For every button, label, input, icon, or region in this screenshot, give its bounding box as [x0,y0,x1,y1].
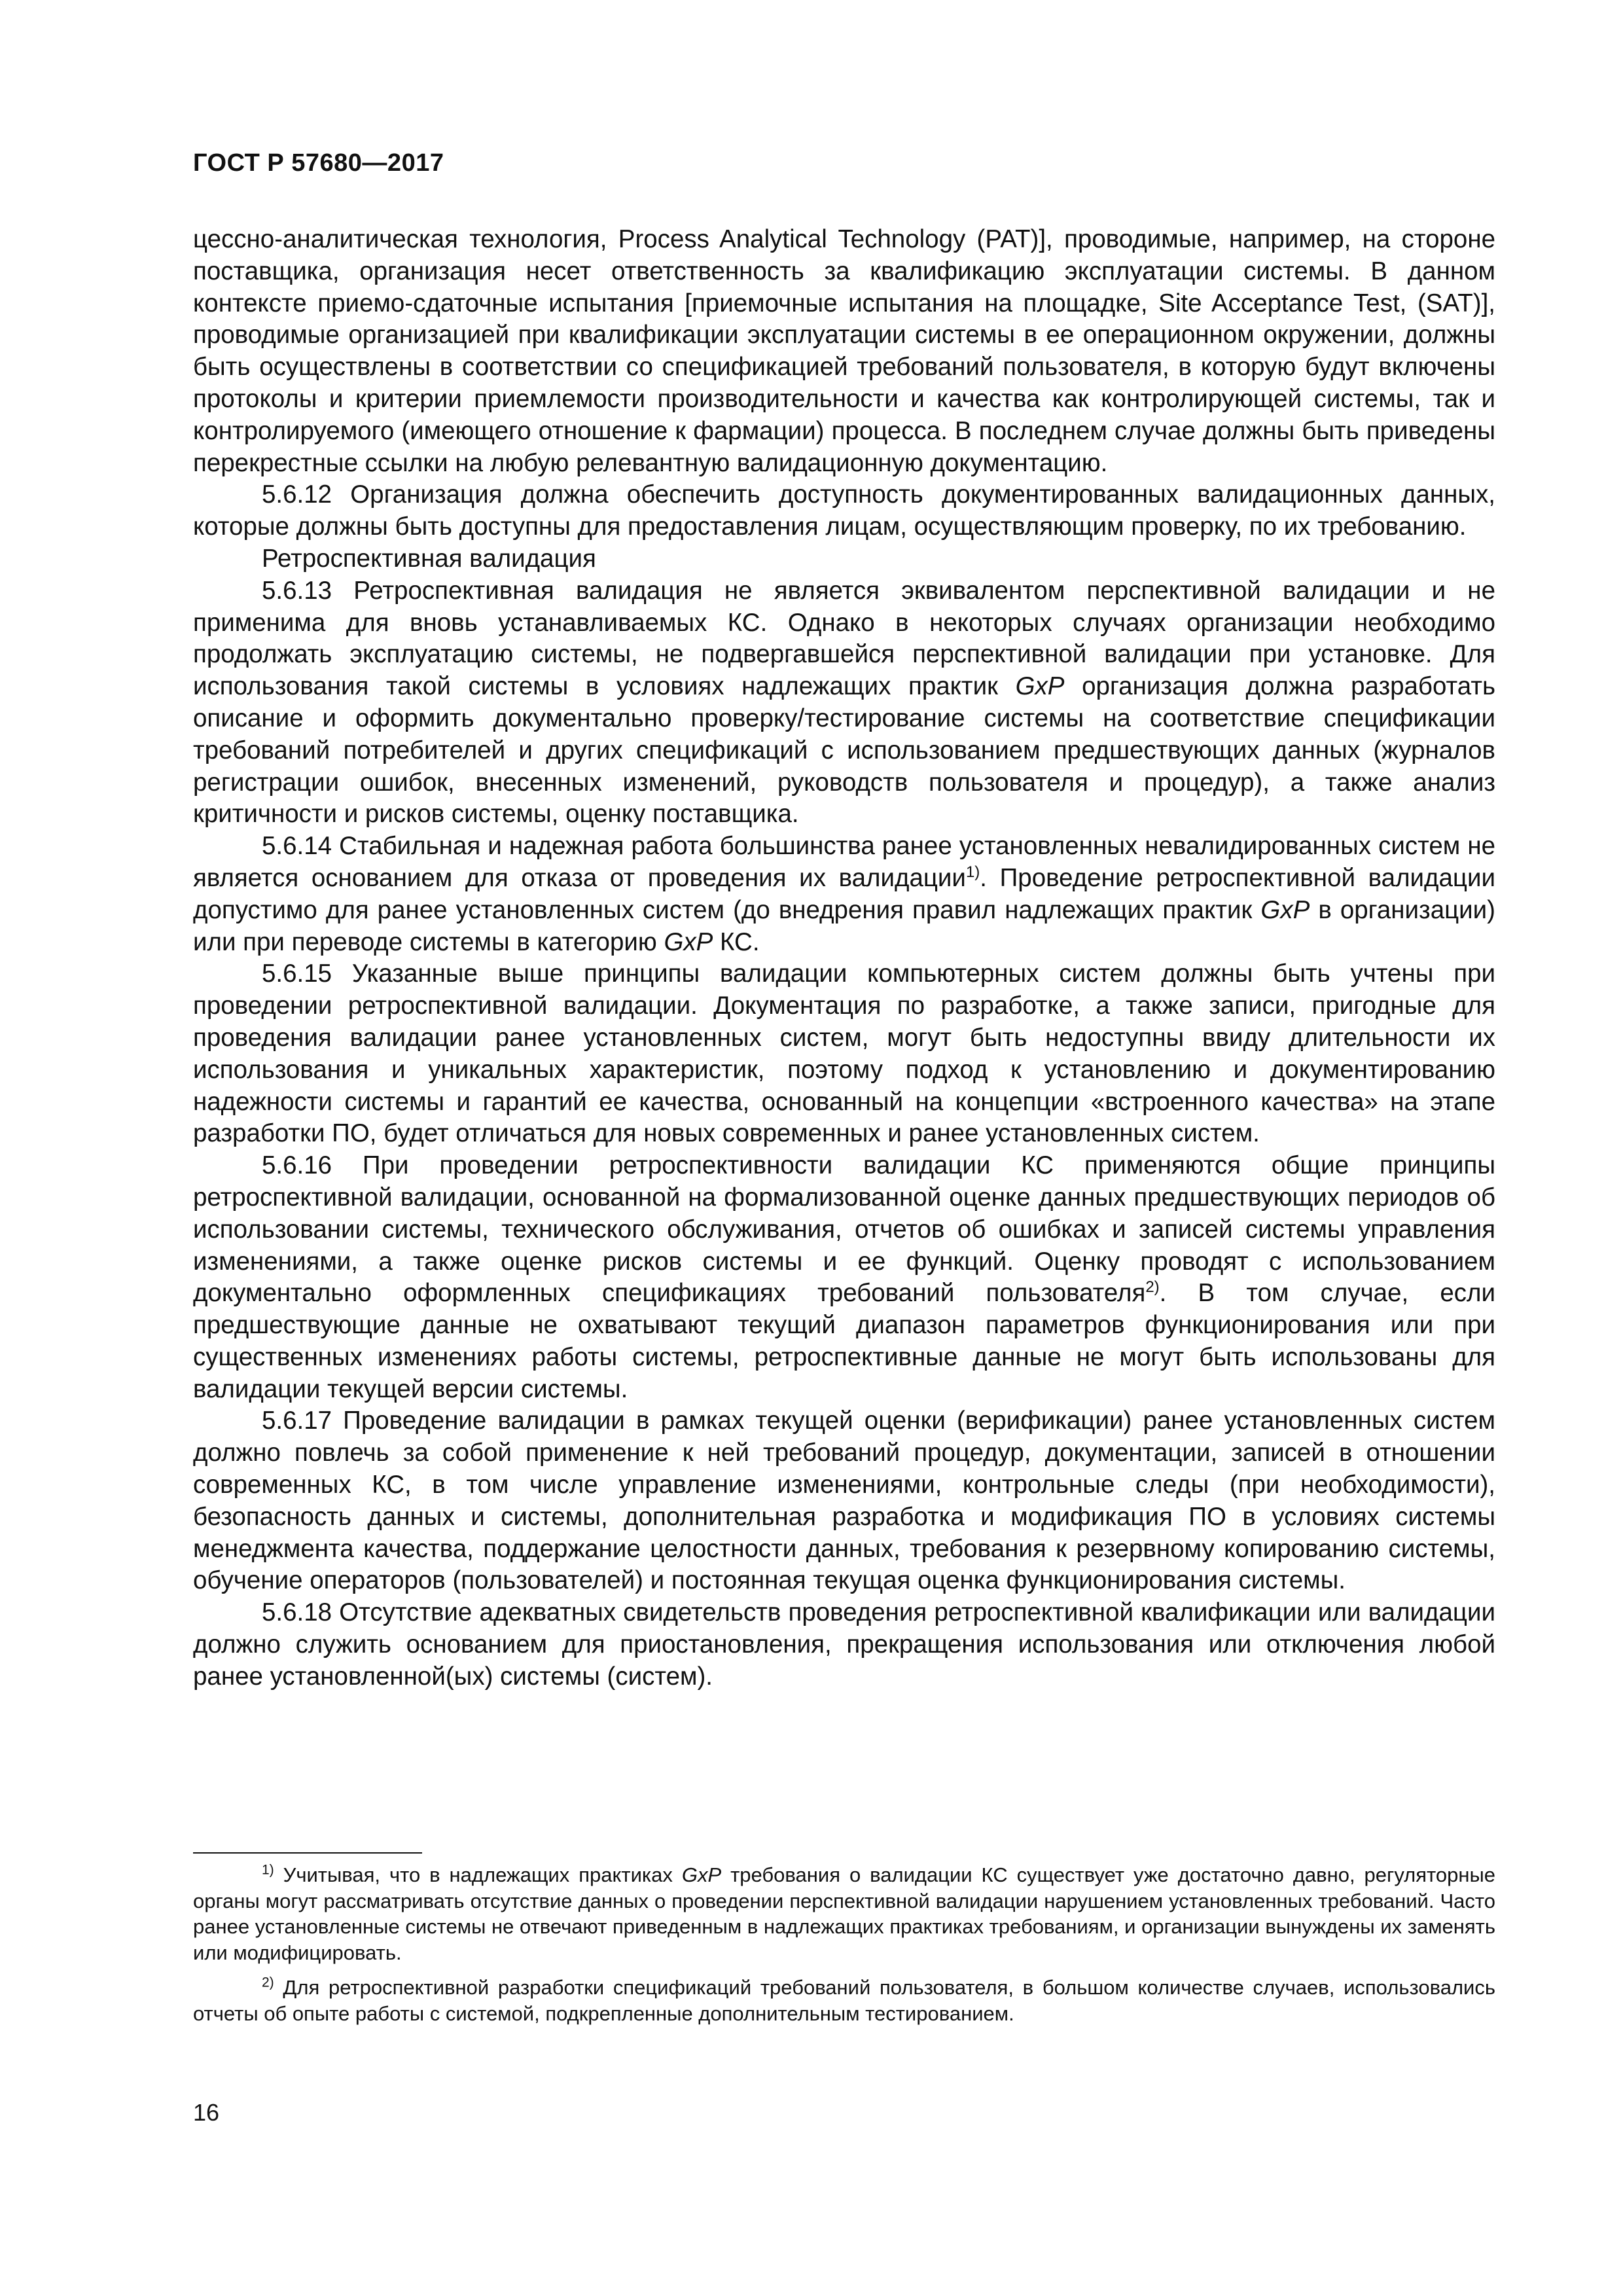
paragraph-5-6-14: 5.6.14 Стабильная и надежная работа большинства ранее установленных невалидированных систем не является основанием для отказа от проведения их валидации$^{1)}$. Проведение ретроспективной валидации допустимо для ранее установленных систем (до внедрения правил надлежащих практик GxP в организации) или при переводе системы в категорию GxP КС. [193,832,1495,956]
footnote-1: $^{1)}$ Учитывая, что в надлежащих практиках GxP требования о валидации КС существует уже достаточно давно, регуляторные органы могут рассматривать отсутствие данных о проведении перспективной валидации нарушением установленных требований. Часто ранее установленные системы не отвечают приведенным в надлежащих практиках требованиям, и организации вынуждены их заменять или модифицировать. [193,1862,1496,1964]
paragraph-continuation: цессно-аналитическая технология, Process Analytical Technology (PAT)], проводимые, например, на стороне поставщика, организация несет ответственность за квалификацию эксплуатации системы. В данном контексте приемо-сдаточные испытания [приемочные испытания на площадке, Site Acceptance Test, (SAT)], проводимые организацией при квалификации эксплуатации системы в ее операционном окружении, должны быть осуществлены в соответствии со спецификацией требований пользователя, в которую будут включены протоколы и критерии приемлемости производительности и качества как контролирующей системы, так и контролируемого (имеющего отношение к фармации) процесса. В последнем случае должны быть приведены перекрестные ссылки на любую релевантную валидационную документацию. [193,225,1495,477]
page-number: 16 [193,2099,220,2126]
footnote-divider [193,1852,422,1854]
paragraph-5-6-15: 5.6.15 Указанные выше принципы валидации компьютерных систем должны быть учтены при проведении ретроспективной валидации. Документация по разработке, а также записи, пригодные для проведения валидации ранее установленных систем, могут быть недоступны ввиду длительности их использования и уникальных характеристик, поэтому подход к установлению и документированию надежности системы и гарантий ее качества, основанный на концепции «встроенного качества» на этапе разработки ПО, будет отличаться для новых современных и ранее установленных систем. [193,960,1495,1148]
paragraph-5-6-12: 5.6.12 Организация должна обеспечить доступность документированных валидационных данных, которые должны быть доступны для предоставления лицам, осуществляющим проверку, по их требованию. [193,480,1495,541]
paragraph-5-6-17: 5.6.17 Проведение валидации в рамках текущей оценки (верификации) ранее установленных систем должно повлечь за собой применение к ней требований процедур, документации, записей в отношении современных КС, в том числе управление изменениями, контрольные следы (при необходимости), безопасность данных и системы, дополнительная разработка и модификация ПО в условиях системы менеджмента качества, поддержание целостности данных, требования к резервному копированию системы, обучение операторов (пользователей) и постоянная текущая оценка функционирования системы. [193,1407,1495,1595]
footnote-2: $^{2)}$ Для ретроспективной разработки спецификаций требований пользователя, в большом количестве случаев, использовались отчеты об опыте работы с системой, подкрепленные дополнительным тестированием. [193,1975,1495,2025]
footnotes [193,1862,1495,2036]
body-text [193,224,1495,1693]
footnote-ref-2: 2) [1145,1278,1160,1297]
document-header: ГОСТ Р 57680—2017 [193,149,444,177]
paragraph-5-6-16: 5.6.16 При проведении ретроспективности валидации КС применяются общие принципы ретроспективной валидации, основанной на формализованной оценке данных предшествующих периодов об использовании системы, технического обслуживания, отчетов об ошибках и записей системы управления изменениями, а также оценке рисков системы и ее функций. Оценку проводят с использованием документально оформленных спецификациях требований пользователя$^{2)}$. В том случае, если предшествующие данные не охватывают текущий диапазон параметров функционирования или при существенных изменениях работы системы, ретроспективные данные не могут быть использованы для валидации текущей версии системы. [193,1151,1495,1403]
footnote-ref-1: 1) [965,863,980,882]
paragraph-5-6-13: 5.6.13 Ретроспективная валидация не является эквивалентом перспективной валидации и не применима для вновь устанавливаемых КС. Однако в некоторых случаях организации необходимо продолжать эксплуатацию системы, не подвергавшейся перспективной валидации при установке. Для использования такой системы в условиях надлежащих практик GxP организация должна разработать описание и оформить документально проверку/тестирование системы на соответствие спецификации требований потребителей и других спецификаций с использованием предшествующих данных (журналов регистрации ошибок, внесенных изменений, руководств пользователя и процедур), а также анализ критичности и рисков системы, оценку поставщика. [193,576,1496,829]
section-heading: Ретроспективная валидация [262,544,596,573]
paragraph-5-6-18: 5.6.18 Отсутствие адекватных свидетельств проведения ретроспективной квалификации или валидации должно служить основанием для приостановления, прекращения использования или отключения любой ранее установленной(ых) системы (систем). [193,1598,1495,1691]
